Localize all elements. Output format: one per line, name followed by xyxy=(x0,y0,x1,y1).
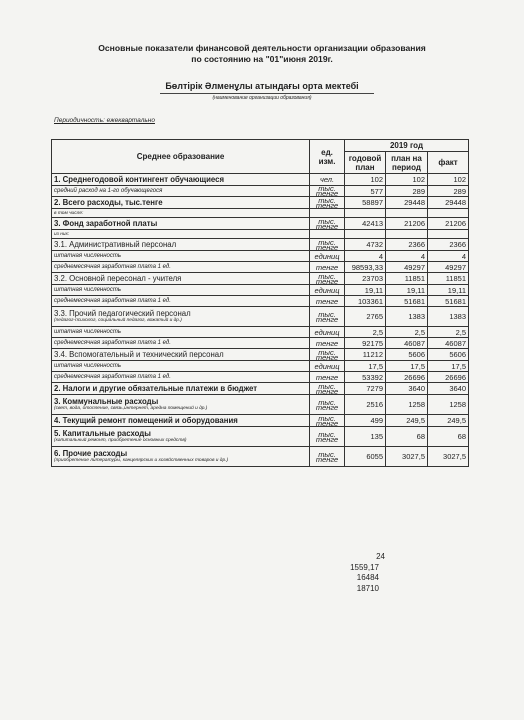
cell-fact: 4 xyxy=(428,251,469,262)
table-row xyxy=(52,251,469,262)
header-period-plan: план на период xyxy=(386,152,428,174)
row-unit: тыс. тенге xyxy=(310,447,345,467)
table-row xyxy=(52,307,469,327)
table-row xyxy=(52,273,469,285)
row-unit: тыс. тенге xyxy=(310,186,345,197)
row-label-text: 2. Всего расходы, тыс.тенге xyxy=(54,198,163,207)
cell-fact: 1258 xyxy=(428,395,469,415)
footer-number: 18710 xyxy=(356,583,379,593)
row-unit: тыс. тенге xyxy=(310,427,345,447)
cell-annual: 42413 xyxy=(345,218,386,230)
table-row xyxy=(52,327,469,338)
row-label-text: штатная численность xyxy=(54,363,122,369)
header-unit: ед. изм. xyxy=(310,140,345,174)
cell-period: 1383 xyxy=(386,307,428,327)
row-label-text: средний расход на 1-го обучающегося xyxy=(54,188,163,194)
row-unit: тыс. тенге xyxy=(310,395,345,415)
row-label xyxy=(52,218,310,230)
table-row xyxy=(52,262,469,273)
row-sublabel: (педагог-психолог, социальный педагог, вожатый и др.) xyxy=(54,318,182,323)
table-row xyxy=(52,415,469,427)
table-row xyxy=(52,349,469,361)
row-unit: тыс. тенге xyxy=(310,273,345,285)
row-label-text: среднемесячная заработная плата 1 ед. xyxy=(54,374,171,380)
row-label xyxy=(52,239,310,251)
row-unit: единиц xyxy=(310,327,345,338)
cell-annual: 4732 xyxy=(345,239,386,251)
row-label xyxy=(52,427,310,447)
cell-fact xyxy=(428,230,469,239)
row-sublabel: (свет, вода, отопление, связь,интернет, аредна помещений и др.) xyxy=(54,406,208,411)
cell-annual: 135 xyxy=(345,427,386,447)
cell-period: 68 xyxy=(386,427,428,447)
row-label xyxy=(52,209,310,218)
table-row xyxy=(52,230,469,239)
row-label-text: среднемесячная заработная плата 1 ед. xyxy=(54,340,171,346)
cell-period: 1258 xyxy=(386,395,428,415)
cell-period: 19,11 xyxy=(386,285,428,296)
table-row xyxy=(52,372,469,383)
cell-annual: 103361 xyxy=(345,296,386,307)
row-unit: единиц xyxy=(310,361,345,372)
table-body xyxy=(52,174,469,467)
cell-fact: 5606 xyxy=(428,349,469,361)
cell-annual: 11212 xyxy=(345,349,386,361)
cell-annual: 92175 xyxy=(345,338,386,349)
row-label-text: 3. Фонд заработной платы xyxy=(54,219,158,228)
cell-fact: 17,5 xyxy=(428,361,469,372)
cell-annual: 499 xyxy=(345,415,386,427)
cell-fact: 289 xyxy=(428,186,469,197)
cell-fact: 68 xyxy=(428,427,469,447)
footer-number: 1559,17 xyxy=(350,562,379,572)
row-label xyxy=(52,361,310,372)
table-row xyxy=(52,197,469,209)
cell-annual xyxy=(345,209,386,218)
cell-fact: 2,5 xyxy=(428,327,469,338)
row-unit: тыс. тенге xyxy=(310,218,345,230)
row-label xyxy=(52,327,310,338)
cell-period: 46087 xyxy=(386,338,428,349)
row-label xyxy=(52,186,310,197)
header-fact: факт xyxy=(428,152,469,174)
cell-period: 3640 xyxy=(386,383,428,395)
cell-period: 102 xyxy=(386,174,428,186)
footer-number: 24 xyxy=(376,552,385,561)
periodicity-label: Периодичность: ежеквартально xyxy=(54,117,155,124)
cell-fact: 3640 xyxy=(428,383,469,395)
row-label xyxy=(52,372,310,383)
table-row xyxy=(52,186,469,197)
row-label xyxy=(52,383,310,395)
cell-annual: 53392 xyxy=(345,372,386,383)
row-unit xyxy=(310,209,345,218)
cell-annual: 2516 xyxy=(345,395,386,415)
row-unit: тыс. тенге xyxy=(310,415,345,427)
organization-name: Бөлтірік Әлменұлы атындағы орта мектебі xyxy=(165,81,359,91)
cell-fact: 1383 xyxy=(428,307,469,327)
table-row xyxy=(52,174,469,186)
row-label-text: 2. Налоги и другие обязательные платежи в бюджет xyxy=(54,384,258,393)
row-sublabel: (приобретение литературы, канцелярских и хозяйственных товаров и др.) xyxy=(54,458,229,463)
cell-annual: 17,5 xyxy=(345,361,386,372)
row-label xyxy=(52,349,310,361)
cell-annual: 4 xyxy=(345,251,386,262)
cell-period: 4 xyxy=(386,251,428,262)
organization-underline xyxy=(160,93,374,94)
cell-period: 21206 xyxy=(386,218,428,230)
row-label-text: 3. Коммунальные расходы xyxy=(54,397,159,406)
row-label xyxy=(52,174,310,186)
cell-fact: 11851 xyxy=(428,273,469,285)
cell-fact: 102 xyxy=(428,174,469,186)
table-row xyxy=(52,218,469,230)
row-label xyxy=(52,273,310,285)
row-unit: тыс. тенге xyxy=(310,239,345,251)
organization-note: (наименование организации образования) xyxy=(212,95,312,101)
cell-annual: 98593,33 xyxy=(345,262,386,273)
cell-fact: 51681 xyxy=(428,296,469,307)
table-row xyxy=(52,285,469,296)
row-label xyxy=(52,296,310,307)
row-label xyxy=(52,395,310,415)
row-label xyxy=(52,415,310,427)
row-label-text: штатная численность xyxy=(54,287,122,293)
cell-annual: 23703 xyxy=(345,273,386,285)
row-label xyxy=(52,307,310,327)
cell-annual: 58897 xyxy=(345,197,386,209)
row-label-text: среднемесячная заработная плата 1 ед. xyxy=(54,264,171,270)
cell-period: 5606 xyxy=(386,349,428,361)
row-unit xyxy=(310,230,345,239)
cell-fact: 2366 xyxy=(428,239,469,251)
table-row xyxy=(52,395,469,415)
cell-fact: 21206 xyxy=(428,218,469,230)
financial-table xyxy=(51,139,469,467)
table-row xyxy=(52,361,469,372)
row-unit: тенге xyxy=(310,262,345,273)
table-row xyxy=(52,239,469,251)
row-unit: тенге xyxy=(310,296,345,307)
cell-annual xyxy=(345,230,386,239)
row-label-text: из них: xyxy=(54,231,70,237)
row-label-text: 4. Текущий ремонт помещений и оборудования xyxy=(54,416,238,425)
row-label-text: 3.3. Прочий педагогический персонал xyxy=(54,309,191,318)
cell-period: 249,5 xyxy=(386,415,428,427)
row-unit: тыс. тенге xyxy=(310,197,345,209)
cell-period: 2366 xyxy=(386,239,428,251)
cell-fact: 3027,5 xyxy=(428,447,469,467)
cell-period: 51681 xyxy=(386,296,428,307)
cell-annual: 2765 xyxy=(345,307,386,327)
cell-fact xyxy=(428,209,469,218)
header-year: 2019 год xyxy=(345,140,469,152)
row-label-text: штатная численность xyxy=(54,329,122,335)
row-label-text: 3.1. Административный персонал xyxy=(54,240,177,249)
cell-period: 26696 xyxy=(386,372,428,383)
row-label-text: штатная численность xyxy=(54,253,122,259)
cell-fact: 249,5 xyxy=(428,415,469,427)
row-unit: единиц xyxy=(310,285,345,296)
row-unit: тенге xyxy=(310,372,345,383)
cell-fact: 26696 xyxy=(428,372,469,383)
cell-period: 49297 xyxy=(386,262,428,273)
table-row xyxy=(52,383,469,395)
row-label-text: 3.4. Вспомогательный и технический персонал xyxy=(54,350,224,359)
row-unit: чел. xyxy=(310,174,345,186)
row-label xyxy=(52,285,310,296)
cell-annual: 7279 xyxy=(345,383,386,395)
cell-period: 3027,5 xyxy=(386,447,428,467)
cell-fact: 46087 xyxy=(428,338,469,349)
row-unit: тыс. тенге xyxy=(310,307,345,327)
footer-numbers xyxy=(330,552,385,594)
row-label xyxy=(52,251,310,262)
row-label-text: 5. Капитальные расходы xyxy=(54,429,151,438)
cell-annual: 6055 xyxy=(345,447,386,467)
footer-number: 16484 xyxy=(356,573,379,582)
cell-period: 2,5 xyxy=(386,327,428,338)
row-unit: единиц xyxy=(310,251,345,262)
row-unit: тенге xyxy=(310,338,345,349)
cell-period xyxy=(386,230,428,239)
cell-annual: 19,11 xyxy=(345,285,386,296)
document-title xyxy=(0,43,524,65)
header-annual-plan: годовой план xyxy=(345,152,386,174)
row-label xyxy=(52,447,310,467)
cell-period: 17,5 xyxy=(386,361,428,372)
cell-fact: 49297 xyxy=(428,262,469,273)
cell-annual: 102 xyxy=(345,174,386,186)
row-label xyxy=(52,338,310,349)
header-name: Среднее образование xyxy=(52,140,310,174)
table-row xyxy=(52,338,469,349)
row-label-text: 6. Прочие расходы xyxy=(54,449,128,458)
table-row xyxy=(52,296,469,307)
table-row xyxy=(52,447,469,467)
table-row xyxy=(52,427,469,447)
title-line-1: Основные показатели финансовой деятельности организации образования xyxy=(98,43,426,53)
cell-annual: 2,5 xyxy=(345,327,386,338)
cell-period: 29448 xyxy=(386,197,428,209)
cell-period: 289 xyxy=(386,186,428,197)
row-label xyxy=(52,230,310,239)
row-label-text: в том числе: xyxy=(54,210,84,216)
row-unit: тыс. тенге xyxy=(310,383,345,395)
cell-period xyxy=(386,209,428,218)
table-row xyxy=(52,209,469,218)
row-label xyxy=(52,197,310,209)
cell-annual: 577 xyxy=(345,186,386,197)
cell-fact: 29448 xyxy=(428,197,469,209)
row-label-text: 3.2. Основной пересонал - учителя xyxy=(54,274,182,283)
row-unit: тыс. тенге xyxy=(310,349,345,361)
cell-period: 11851 xyxy=(386,273,428,285)
title-line-2: по состоянию на "01"июня 2019г. xyxy=(191,54,333,64)
row-label xyxy=(52,262,310,273)
row-label-text: 1. Среднегодовой контингент обучающиеся xyxy=(54,175,225,184)
row-label-text: среднемесячная заработная плата 1 ед. xyxy=(54,298,171,304)
cell-fact: 19,11 xyxy=(428,285,469,296)
row-sublabel: (капитальный ремонт, приобретение основных средств) xyxy=(54,438,187,443)
